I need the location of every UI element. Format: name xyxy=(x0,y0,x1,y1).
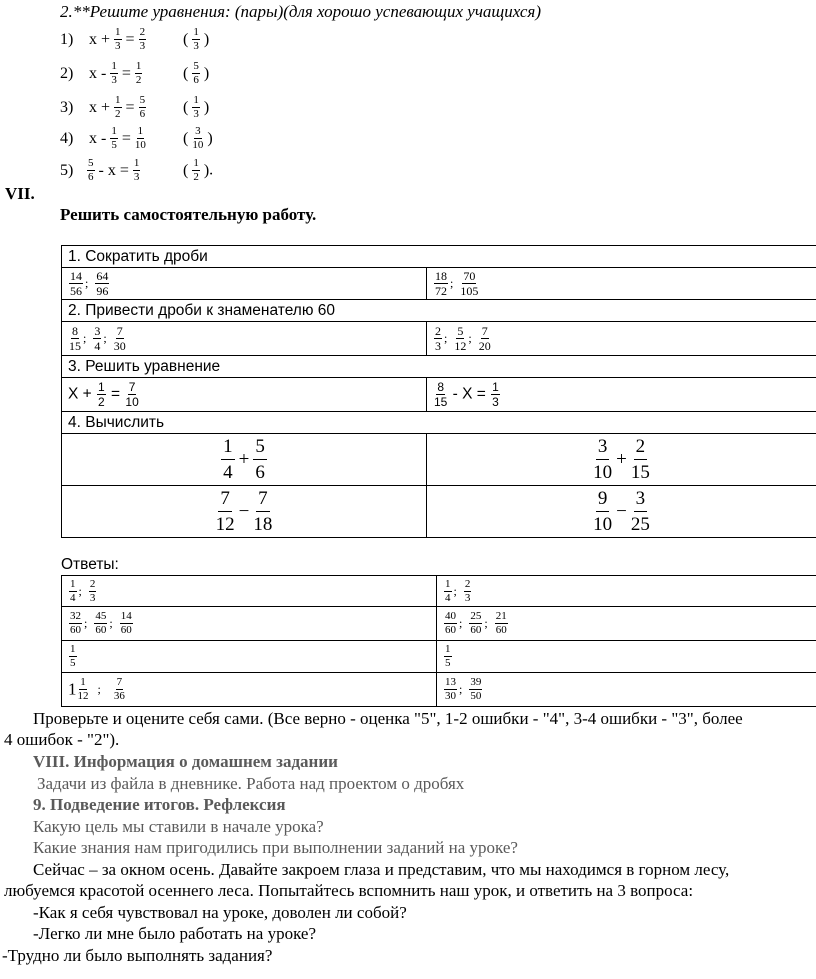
equation-number: 2) xyxy=(60,65,74,82)
separator: ; xyxy=(78,583,82,598)
answers-table xyxy=(61,575,816,707)
fraction xyxy=(114,27,122,52)
denominator: 3 xyxy=(492,395,499,409)
fraction xyxy=(434,270,448,297)
answer-3-right xyxy=(437,641,816,673)
fraction xyxy=(87,158,95,183)
fraction xyxy=(479,325,491,352)
numerator: 7 xyxy=(481,324,488,338)
equation-number: 1) xyxy=(60,31,74,48)
question-2: Какие знания нам пригодились при выполнении заданий на уроке? xyxy=(33,838,518,857)
separator: ; xyxy=(83,331,87,345)
denominator: 10 xyxy=(593,462,613,483)
equation-text: x - xyxy=(89,64,107,82)
equation-text: = xyxy=(121,64,131,82)
denominator: 6 xyxy=(139,108,146,120)
equation-text: x + xyxy=(89,98,111,116)
fraction xyxy=(69,644,77,669)
check-instructions-line2: 4 ошибок - "2"). xyxy=(4,730,120,749)
fraction xyxy=(221,437,235,482)
answer-4-right xyxy=(437,673,816,707)
fraction xyxy=(253,489,272,534)
fraction xyxy=(491,381,500,408)
task3-title: 3. Решить уравнение xyxy=(62,356,816,378)
numerator: 1 xyxy=(193,94,199,106)
fraction xyxy=(192,27,200,52)
numerator: 9 xyxy=(596,489,610,512)
separator: ; xyxy=(103,331,107,345)
numerator: 1 xyxy=(80,676,86,688)
fraction xyxy=(444,644,452,669)
operator: − xyxy=(616,500,627,522)
numerator: 3 xyxy=(94,324,101,338)
denominator: 10 xyxy=(125,395,139,409)
denominator: 4 xyxy=(70,591,76,604)
denominator: 30 xyxy=(113,339,126,353)
equation-text: - x = xyxy=(98,161,129,179)
fraction xyxy=(125,381,138,408)
separator: ; xyxy=(85,276,89,290)
fraction xyxy=(434,381,447,408)
equation-text: x - xyxy=(89,129,107,147)
equation-body xyxy=(86,158,141,183)
separator: ; xyxy=(109,616,113,630)
numerator: 8 xyxy=(437,380,445,394)
numerator: 21 xyxy=(495,610,507,622)
open-paren: ( xyxy=(183,98,189,116)
numerator: 3 xyxy=(195,125,201,137)
separator: ; xyxy=(453,583,457,598)
separator: ; xyxy=(468,331,472,345)
numerator: 32 xyxy=(70,610,81,622)
operator: + xyxy=(238,448,250,470)
fraction xyxy=(434,325,442,352)
denominator: 15 xyxy=(69,339,81,353)
equals-sign: = xyxy=(111,385,121,403)
denominator: 2 xyxy=(115,108,121,120)
denominator: 6 xyxy=(193,74,199,86)
equation-answer xyxy=(183,61,209,86)
denominator: 5 xyxy=(70,657,76,669)
denominator: 3 xyxy=(464,591,471,604)
reflection-question-2: -Легко ли мне было работать на уроке? xyxy=(33,924,316,943)
operator: + xyxy=(616,448,627,470)
equation-number: 5) xyxy=(60,162,74,179)
numerator: 5 xyxy=(457,324,464,338)
fraction xyxy=(253,437,267,482)
fraction xyxy=(69,579,77,604)
equation-answer xyxy=(183,126,213,151)
denominator: 12 xyxy=(215,514,235,535)
fraction xyxy=(139,95,147,120)
equation-answer xyxy=(183,27,209,52)
equation-number: 4) xyxy=(60,130,74,147)
task1-left-cell xyxy=(62,268,427,300)
section-9-title: 9. Подведение итогов. Рефлексия xyxy=(33,795,286,814)
fraction xyxy=(444,611,457,636)
denominator: 105 xyxy=(460,284,479,298)
denominator: 3 xyxy=(89,591,96,604)
fraction xyxy=(120,611,133,636)
fraction xyxy=(460,270,478,297)
numerator: 64 xyxy=(96,269,109,283)
numerator: 5 xyxy=(253,437,267,460)
period: . xyxy=(209,161,214,179)
equation-body xyxy=(86,95,147,120)
answer-2-right xyxy=(437,607,816,641)
equation-text: X + xyxy=(68,385,92,403)
equation-body xyxy=(86,61,143,86)
section-7-title: Решить самостоятельную работу. xyxy=(60,205,317,224)
fraction xyxy=(135,126,146,151)
denominator: 3 xyxy=(133,171,140,183)
denominator: 15 xyxy=(630,462,650,483)
denominator: 50 xyxy=(470,690,482,702)
numerator: 5 xyxy=(139,94,146,106)
separator: ; xyxy=(484,616,488,630)
fraction xyxy=(593,489,612,534)
numerator: 8 xyxy=(72,324,78,338)
numerator: 39 xyxy=(470,676,482,688)
denominator: 25 xyxy=(630,514,650,535)
numerator: 1 xyxy=(445,643,451,655)
mixed-number-whole: 1 xyxy=(68,679,77,699)
fraction xyxy=(469,611,482,636)
numerator: 3 xyxy=(596,437,610,460)
task3-left-cell xyxy=(62,378,427,412)
numerator: 1 xyxy=(135,60,142,72)
numerator: 1 xyxy=(193,26,199,38)
fraction xyxy=(631,437,650,482)
denominator: 10 xyxy=(192,139,204,151)
fraction xyxy=(139,27,147,52)
denominator: 60 xyxy=(495,624,507,636)
task1-title: 1. Сократить дроби xyxy=(62,246,816,268)
numerator: 14 xyxy=(70,269,82,283)
denominator: 4 xyxy=(223,462,233,483)
denominator: 4 xyxy=(445,591,451,604)
numerator: 5 xyxy=(88,157,94,169)
numerator: 1 xyxy=(70,643,76,655)
separator: ; xyxy=(459,616,463,630)
reflection-paragraph-line2: любуемся красотой осеннего леса. Попытайтесь вспомнить наш урок, и ответить на 3 вопроса: xyxy=(4,881,694,900)
task2-title: 2. Привести дроби к знаменателю 60 xyxy=(62,300,816,322)
denominator: 96 xyxy=(96,284,109,298)
open-paren: ( xyxy=(183,64,189,82)
denominator: 3 xyxy=(193,108,199,120)
denominator: 60 xyxy=(445,624,456,636)
denominator: 4 xyxy=(94,339,101,353)
denominator: 60 xyxy=(95,624,107,636)
fraction xyxy=(495,611,508,636)
task4-right-cell-1 xyxy=(427,434,816,486)
reflection-question-3: -Трудно ли было выполнять задания? xyxy=(2,946,273,965)
separator: ; xyxy=(97,682,101,696)
equation-answer xyxy=(183,158,213,183)
fraction xyxy=(192,61,200,86)
answer-1-right xyxy=(437,576,816,607)
fraction xyxy=(593,437,612,482)
answers-label: Ответы: xyxy=(61,556,119,573)
check-instructions-line1: Проверьте и оцените себя сами. (Все верно - оценка "5", 1-2 ошибки - "4", 3-4 ошибки - "3", более xyxy=(33,709,743,728)
section-7-number: VII. xyxy=(5,184,35,203)
answer-3-left xyxy=(62,641,437,673)
denominator: 6 xyxy=(88,171,94,183)
numerator: 1 xyxy=(137,125,144,137)
numerator: 25 xyxy=(470,610,482,622)
task1-right-cell xyxy=(427,268,816,300)
denominator: 10 xyxy=(593,514,613,535)
denominator: 5 xyxy=(445,657,451,669)
task4-left-cell-2 xyxy=(62,486,427,538)
fraction xyxy=(464,579,472,604)
numerator: 45 xyxy=(95,610,107,622)
numerator: 2 xyxy=(89,577,96,590)
equation-text: = xyxy=(125,98,135,116)
numerator: 7 xyxy=(256,489,270,512)
numerator: 13 xyxy=(445,676,456,688)
task4-left-cell-1 xyxy=(62,434,427,486)
reflection-question-1: -Как я себя чувствовал на уроке, доволен ли собой? xyxy=(33,903,407,922)
numerator: 1 xyxy=(492,380,499,394)
denominator: 12 xyxy=(77,690,89,702)
fraction xyxy=(69,325,81,352)
fraction xyxy=(97,381,106,408)
denominator: 3 xyxy=(139,40,146,52)
denominator: 10 xyxy=(134,139,146,151)
denominator: 72 xyxy=(435,284,447,298)
denominator: 3 xyxy=(435,339,441,353)
answer-1-left xyxy=(62,576,437,607)
task2-left-cell xyxy=(62,322,427,356)
question-1: Какую цель мы ставили в начале урока? xyxy=(33,817,324,836)
separator: ; xyxy=(450,276,454,290)
denominator: 3 xyxy=(111,74,117,86)
numerator: 1 xyxy=(111,125,117,137)
fraction xyxy=(114,95,122,120)
separator: ; xyxy=(459,682,463,696)
fraction xyxy=(631,489,650,534)
denominator: 12 xyxy=(454,339,467,353)
answer-4-left xyxy=(62,673,437,707)
fraction xyxy=(94,611,107,636)
fraction xyxy=(135,61,143,86)
fraction xyxy=(93,325,101,352)
close-paren: ) xyxy=(207,129,213,147)
numerator: 1 xyxy=(115,94,121,106)
section-8-body: Задачи из файла в дневнике. Работа над проектом о дробях xyxy=(37,774,465,793)
equation-body xyxy=(86,27,147,52)
denominator: 2 xyxy=(193,171,199,183)
close-paren: ) xyxy=(203,161,210,179)
close-paren: ) xyxy=(203,30,210,48)
denominator: 2 xyxy=(135,74,142,86)
fraction xyxy=(216,489,235,534)
task3-right-cell xyxy=(427,378,816,412)
fraction xyxy=(89,579,97,604)
denominator: 15 xyxy=(434,395,448,409)
numerator: 1 xyxy=(115,26,121,38)
separator: ; xyxy=(444,331,448,345)
fraction xyxy=(454,325,466,352)
equation-number: 3) xyxy=(60,99,74,116)
numerator: 14 xyxy=(120,610,132,622)
equation-text: = xyxy=(121,129,131,147)
denominator: 5 xyxy=(111,139,117,151)
fraction xyxy=(444,579,452,604)
numerator: 1 xyxy=(70,577,76,590)
separator: ; xyxy=(84,616,88,630)
fraction xyxy=(110,61,118,86)
numerator: 18 xyxy=(435,269,447,283)
numerator: 70 xyxy=(463,269,476,283)
fraction xyxy=(95,270,109,297)
numerator: 1 xyxy=(133,157,140,169)
fraction xyxy=(469,677,482,702)
numerator: 1 xyxy=(193,157,199,169)
fraction xyxy=(78,677,89,702)
fraction xyxy=(192,158,200,183)
fraction xyxy=(192,95,200,120)
fraction xyxy=(133,158,141,183)
open-paren: ( xyxy=(183,129,189,147)
numerator: 1 xyxy=(111,60,117,72)
task4-title: 4. Вычислить xyxy=(62,412,816,434)
numerator: 2 xyxy=(435,324,441,338)
denominator: 20 xyxy=(478,339,491,353)
numerator: 3 xyxy=(634,489,648,512)
fraction xyxy=(110,126,118,151)
section-8-title: VIII. Информация о домашнем задании xyxy=(33,752,338,771)
numerator: 2 xyxy=(139,26,146,38)
denominator: 60 xyxy=(120,624,132,636)
fraction xyxy=(192,126,203,151)
denominator: 30 xyxy=(445,690,456,702)
open-paren: ( xyxy=(183,161,189,179)
equation-text: = xyxy=(125,30,135,48)
reflection-paragraph-line1: Сейчас – за окном осень. Давайте закроем глаза и представим, что мы находимся в горном лесу, xyxy=(33,860,730,879)
denominator: 60 xyxy=(70,624,81,636)
denominator: 36 xyxy=(113,690,125,702)
denominator: 3 xyxy=(115,40,121,52)
fraction xyxy=(444,677,457,702)
equation-text: - X = xyxy=(452,385,486,403)
fraction xyxy=(114,325,126,352)
close-paren: ) xyxy=(203,64,210,82)
numerator: 2 xyxy=(464,577,471,590)
denominator: 2 xyxy=(98,395,105,409)
numerator: 7 xyxy=(116,676,123,688)
denominator: 18 xyxy=(253,514,273,535)
numerator: 7 xyxy=(116,324,123,338)
denominator: 60 xyxy=(470,624,482,636)
equation-body xyxy=(86,126,147,151)
denominator: 56 xyxy=(70,284,82,298)
denominator: 6 xyxy=(255,462,265,483)
denominator: 3 xyxy=(193,40,199,52)
numerator: 7 xyxy=(218,489,232,512)
fraction xyxy=(69,611,82,636)
numerator: 2 xyxy=(634,437,648,460)
close-paren: ) xyxy=(203,98,210,116)
numerator: 1 xyxy=(445,577,451,590)
numerator: 1 xyxy=(221,437,235,460)
open-paren: ( xyxy=(183,30,189,48)
fraction xyxy=(114,677,125,702)
equation-answer xyxy=(183,95,209,120)
task2-right-cell xyxy=(427,322,816,356)
equation-text: x + xyxy=(89,30,111,48)
operator: − xyxy=(238,500,250,522)
fraction xyxy=(69,270,83,297)
numerator: 40 xyxy=(445,610,456,622)
independent-work-table xyxy=(61,245,816,538)
numerator: 7 xyxy=(128,380,136,394)
task2-title: 2.**Решите уравнения: (пары)(для хорошо успевающих учащихся) xyxy=(60,2,541,21)
task4-right-cell-2 xyxy=(427,486,816,538)
numerator: 5 xyxy=(193,60,199,72)
answer-2-left xyxy=(62,607,437,641)
numerator: 1 xyxy=(98,380,105,394)
